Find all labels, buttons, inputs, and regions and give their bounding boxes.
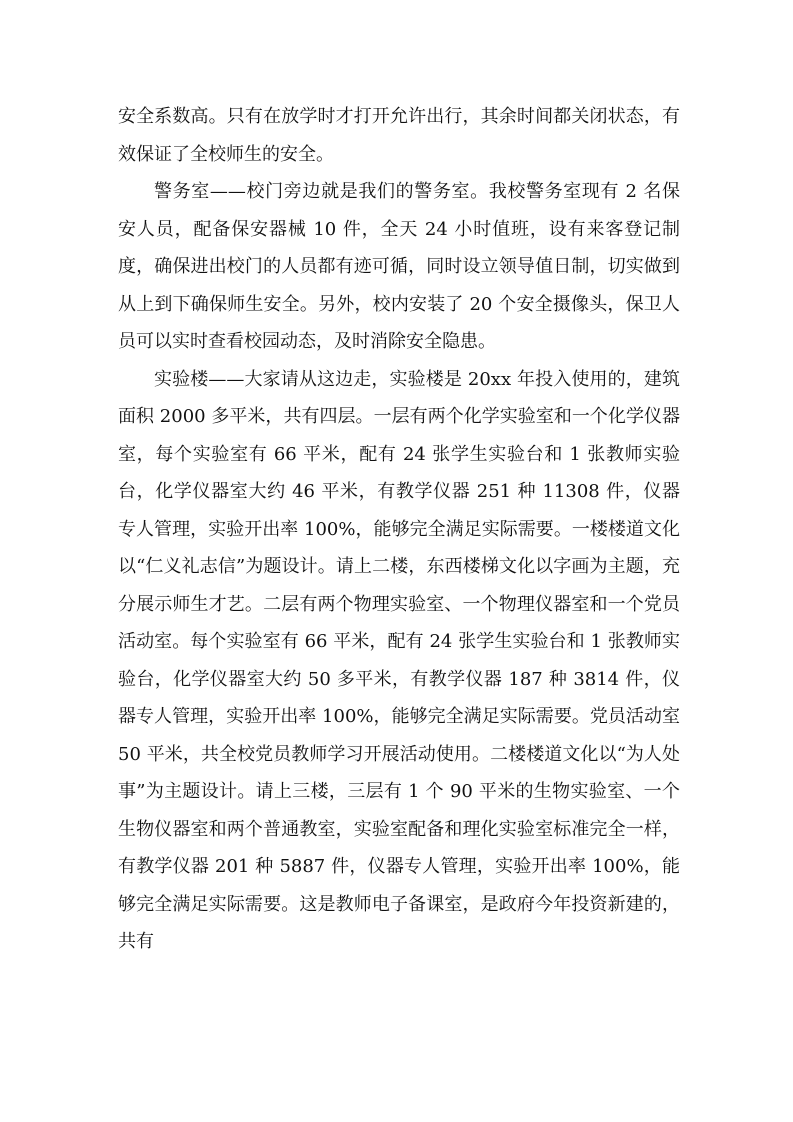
body-text bbox=[118, 98, 680, 961]
paragraph-police-room: 警务室——校门旁边就是我们的警务室。我校警务室现有 2 名保安人员，配备保安器械 10 件，全天 24 小时值班，设有来客登记制度，确保进出校门的人员都有迹可循，同时设立领导值日制，切实做到从上到下确保师生安全。另外，校内安装了 20 个安全摄像头，保卫人员可以实时查看校园动态，及时消除安全隐患。 bbox=[118, 181, 680, 352]
paragraph-security-gate: 安全系数高。只有在放学时才打开允许出行，其余时间都关闭状态，有效保证了全校师生的安全。 bbox=[118, 106, 680, 165]
paragraph-lab-building: 实验楼——大家请从这边走，实验楼是 20xx 年投入使用的，建筑面积 2000 多平米，共有四层。一层有两个化学实验室和一个化学仪器室，每个实验室有 66 平米，配有 24 张学生实验台和 1 张教师实验台，化学仪器室大约 46 平米，有教学仪器 251 种 11308 件，仪器专人管理，实验开出率 100%，能够完全满足实际需要。一楼楼道文化以“仁义礼志信”为题设计。请上二楼，东西楼梯文化以字画为主题，充分展示师生才艺。二层有两个物理实验室、一个物理仪器室和一个党员活动室。每个实验室有 66 平米，配有 24 张学生实验台和 1 张教师实验台，化学仪器室大约 50 多平米，有教学仪器 187 种 3814 件，仪器专人管理，实验开出率 100%，能够完全满足实际需要。党员活动室 50 平米，共全校党员教师学习开展活动使用。二楼楼道文化以“为人处事”为主题设计。请上三楼，三层有 1 个 90 平米的生物实验室、一个生物仪器室和两个普通教室，实验室配备和理化实验室标准完全一样，有教学仪器 201 种 5887 件，仪器专人管理，实验开出率 100%，能够完全满足实际需要。这是教师电子备课室，是政府今年投资新建的，共有 bbox=[118, 368, 680, 952]
